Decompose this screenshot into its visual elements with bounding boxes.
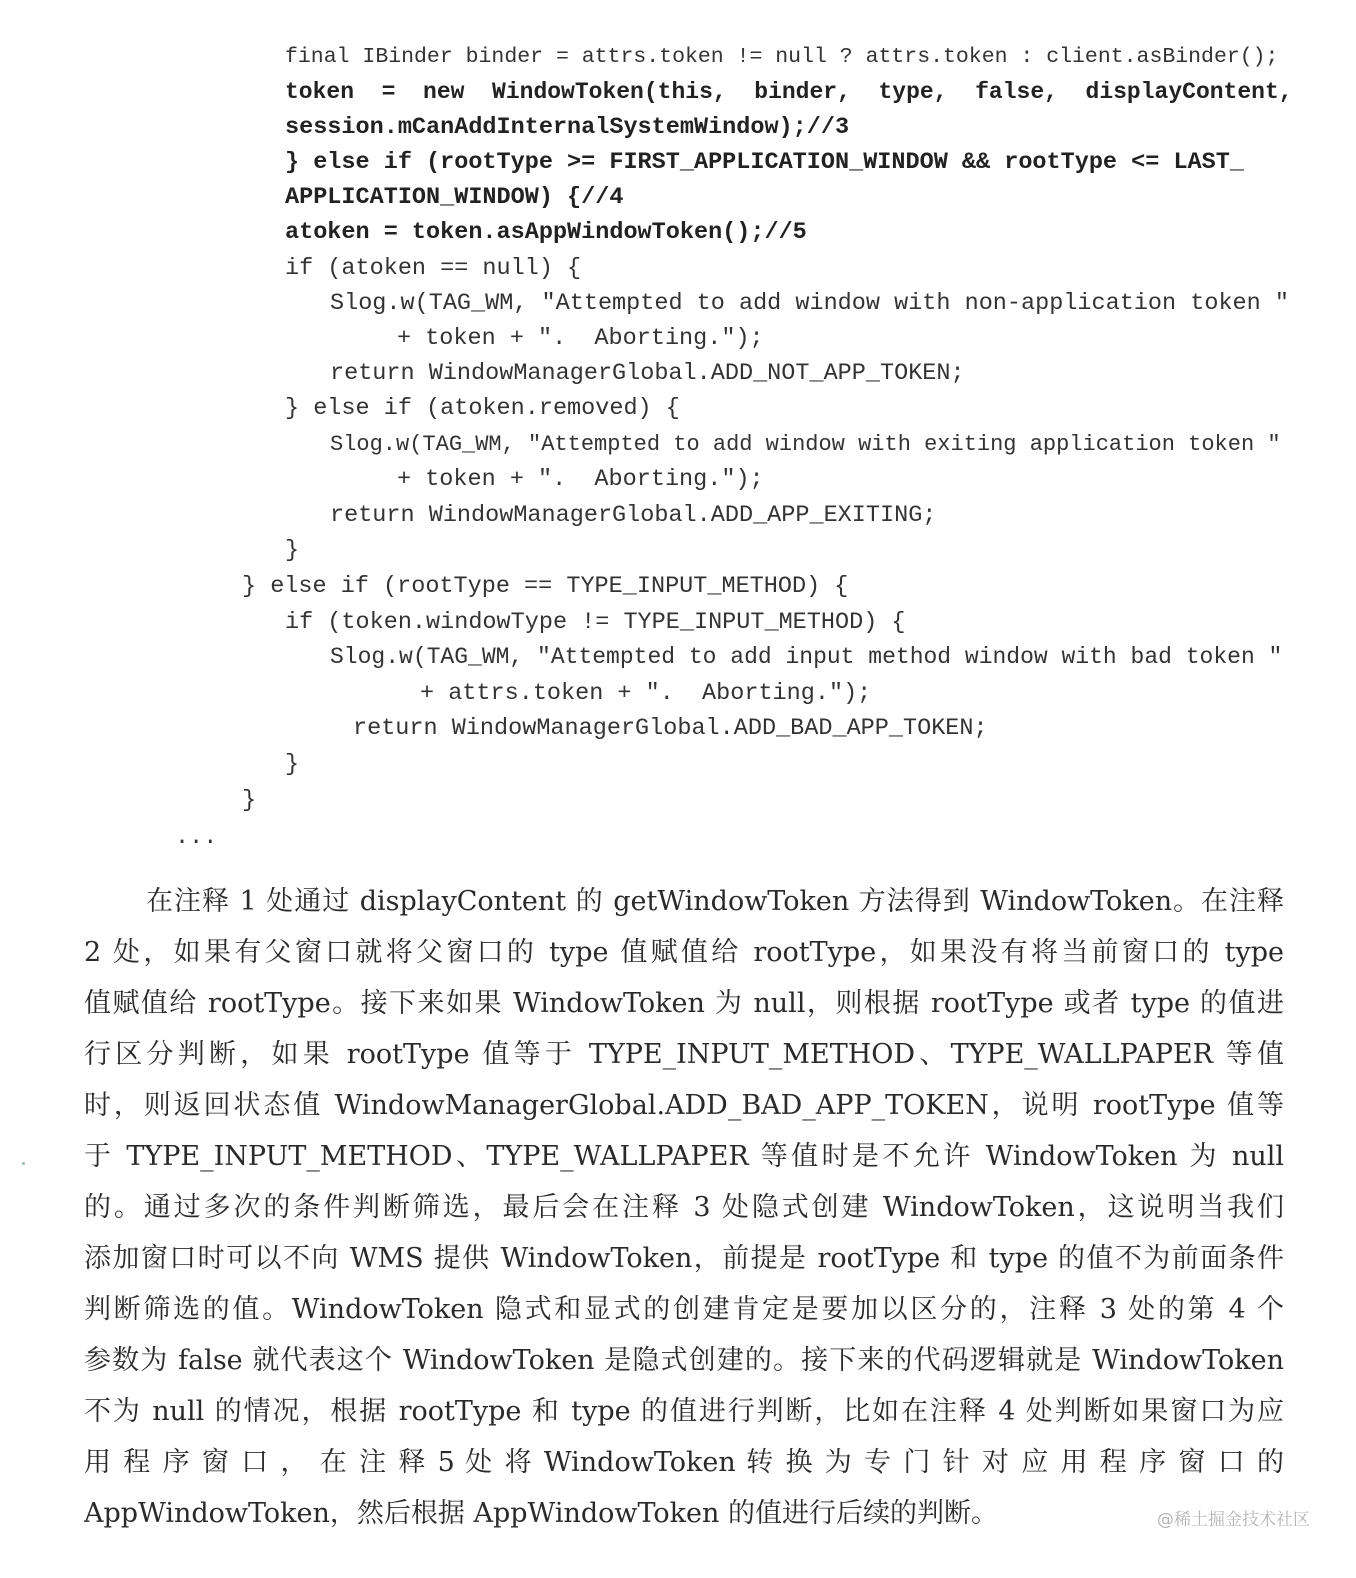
code-line: atoken = token.asAppWindowToken();//5 [285,219,807,246]
code-line: + attrs.token + ". Aborting."); [420,680,872,707]
paragraph-line: 参数为 false 就代表这个 WindowToken 是隐式创建的。接下来的代码逻辑就是 WindowToken [84,1345,1284,1376]
code-line: } else if (rootType >= FIRST_APPLICATION_WINDOW && rootType <= LAST_ [285,149,1244,176]
code-line: if (token.windowType != TYPE_INPUT_METHOD) { [285,609,906,636]
code-line: Slog.w(TAG_WM, "Attempted to add window with exiting application token " [330,432,1281,457]
code-line: return WindowManagerGlobal.ADD_APP_EXITING; [330,502,937,529]
paragraph-line: 不为 null 的情况，根据 rootType 和 type 的值进行判断，比如在注释 4 处判断如果窗口为应 [84,1396,1284,1427]
paragraph-line: 2 处，如果有父窗口就将父窗口的 type 值赋值给 rootType，如果没有将当前窗口的 type [84,937,1284,968]
paragraph-line: 在注释 1 处通过 displayContent 的 getWindowToken 方法得到 WindowToken。在注释 [146,886,1284,917]
code-line: token = new WindowToken(this, binder, type, false, displayContent, [285,79,1293,105]
code-line: + token + ". Aborting."); [397,325,764,352]
code-line: } [285,537,300,564]
paragraph-line: 行区分判断，如果 rootType 值等于 TYPE_INPUT_METHOD、TYPE_WALLPAPER 等值 [84,1039,1284,1070]
paragraph-line: 判断筛选的值。WindowToken 隐式和显式的创建肯定是要加以区分的，注释 3 处的第 4 个 [84,1294,1284,1325]
paragraph-line: 的。通过多次的条件判断筛选，最后会在注释 3 处隐式创建 WindowToken，这说明当我们 [84,1192,1284,1223]
watermark-label: @稀土掘金技术社区 [1157,1510,1310,1530]
paragraph-line: 时，则返回状态值 WindowManagerGlobal.ADD_BAD_APP_TOKEN，说明 rootType 值等 [84,1090,1284,1121]
code-line: + token + ". Aborting."); [397,466,764,493]
code-line: return WindowManagerGlobal.ADD_BAD_APP_TOKEN; [353,715,988,742]
code-line: final IBinder binder = attrs.token != null ? attrs.token : client.asBinder(); [285,45,1279,69]
code-line: } [285,751,300,778]
code-ellipsis: ... [175,824,218,851]
paragraph-line: AppWindowToken，然后根据 AppWindowToken 的值进行后续的判断。 [84,1498,998,1529]
code-line: APPLICATION_WINDOW) {//4 [285,184,624,211]
scan-speck [22,1162,25,1165]
code-line: } else if (rootType == TYPE_INPUT_METHOD) { [242,573,849,600]
paragraph-line: 用 程 序 窗 口 ， 在 注 释 5 处 将 WindowToken 转 换 为 专 门 针 对 应 用 程 序 窗 口 的 [84,1447,1284,1478]
code-line: session.mCanAddInternalSystemWindow);//3 [285,114,850,141]
code-line: } [242,787,257,814]
paragraph-line: 于 TYPE_INPUT_METHOD、TYPE_WALLPAPER 等值时是不允许 WindowToken 为 null [84,1141,1284,1172]
paragraph-line: 添加窗口时可以不向 WMS 提供 WindowToken，前提是 rootType 和 type 的值不为前面条件 [84,1243,1284,1274]
paragraph-line: 值赋值给 rootType。接下来如果 WindowToken 为 null，则根据 rootType 或者 type 的值进 [84,988,1284,1019]
code-line: } else if (atoken.removed) { [285,395,680,422]
code-line: return WindowManagerGlobal.ADD_NOT_APP_TOKEN; [330,360,965,387]
code-line: Slog.w(TAG_WM, "Attempted to add input method window with bad token " [330,644,1283,670]
code-line: if (atoken == null) { [285,255,582,282]
code-line: Slog.w(TAG_WM, "Attempted to add window with non-application token " [330,290,1289,317]
